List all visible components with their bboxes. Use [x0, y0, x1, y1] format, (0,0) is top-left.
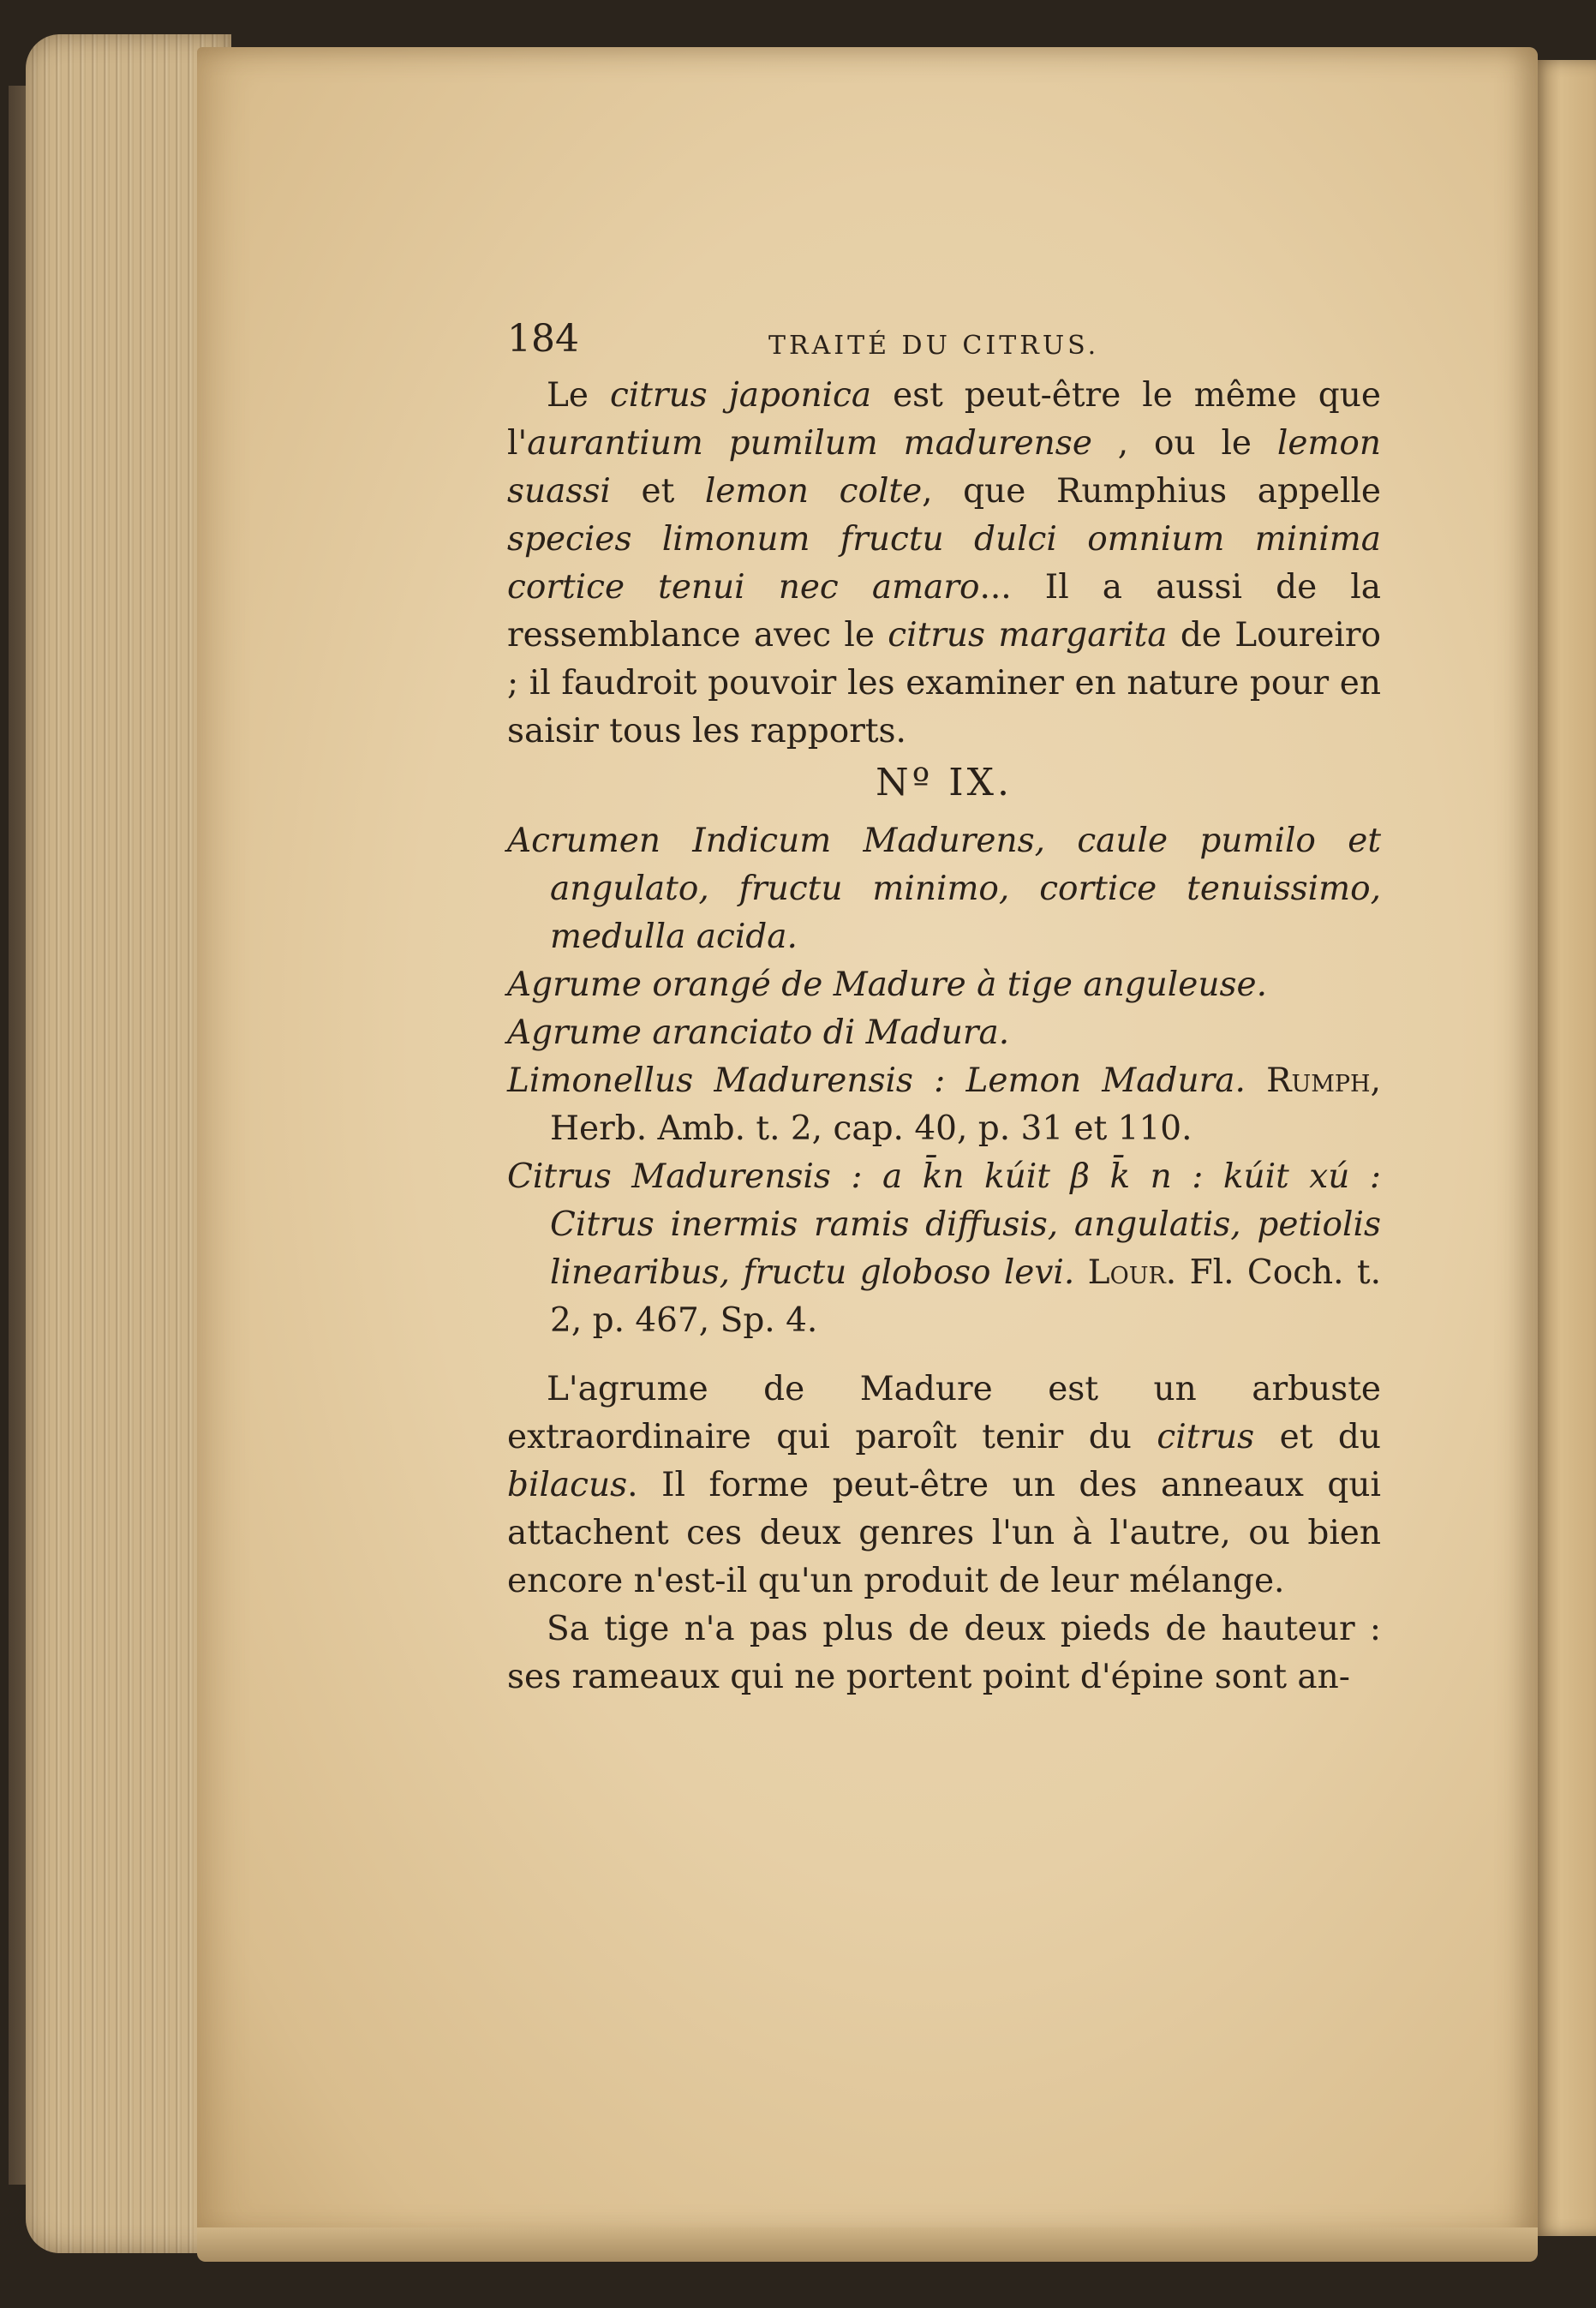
paragraph-1 [507, 372, 1381, 756]
p1-run: citrus margarita [888, 616, 1168, 655]
synonym-entry: Acrumen Indicum Madurens, caule pumilo et angulato, fructu minimo, cortice tenuissimo, medulla acida. [507, 822, 1381, 956]
reference: . Fl. Coch. t. 2, p. 467, Sp. 4. [550, 1253, 1382, 1340]
p1-run: lemon suassi [507, 424, 1382, 511]
p1-run: , ou le [1091, 424, 1277, 463]
p2-run: . Il forme peut-être un des anneaux qui attachent ces deux genres l'un à l'autre, ou bien encore n'est-il qu'un produit de leur mélange. [507, 1466, 1381, 1600]
facing-page [1533, 60, 1596, 2236]
p1-run: Le [547, 376, 610, 415]
paragraph-2 [507, 1366, 1381, 1605]
author-abbrev: Rumph [1266, 1061, 1371, 1100]
p1-run: de Loureiro ; il faudroit pouvoir les examiner en nature pour en saisir tous les rapports. [507, 616, 1382, 750]
p1-run: est peut-être le même que l' [507, 376, 1381, 463]
author-abbrev: Lour [1087, 1253, 1166, 1292]
synonym-entry: Agrume aranciato di Madura. [507, 1013, 1010, 1052]
p1-run: species limonum fructu dulci omnium minima cortice tenui nec amaro [507, 520, 1381, 607]
p1-run: , que Rumphius appelle [922, 472, 1382, 511]
text-block [507, 315, 1381, 1701]
running-head [507, 315, 1381, 367]
synonym-entry: Agrume orangé de Madure à tige anguleuse. [507, 966, 1267, 1004]
page-number: 184 [507, 317, 579, 361]
running-title: TRAITÉ DU CITRUS. [768, 331, 1100, 361]
p2-run: citrus [1157, 1418, 1255, 1456]
section-heading: Nº IX. [876, 761, 1013, 804]
p2-run: et du [1254, 1418, 1381, 1456]
synonym-entry: Citrus Madurensis : a k̄n kúit β k̄ n : kúit xú : Citrus inermis ramis diffusis, angulatis, petiolis linearibus, fructu globoso levi. Lour. Fl. Coch. t. 2, p. 467, Sp. 4. [507, 1157, 1382, 1340]
p1-run: citrus japonica [609, 376, 872, 415]
p2-run: bilacus [507, 1466, 628, 1504]
reference: , Herb. Amb. t. 2, cap. 40, p. 31 et 110. [550, 1061, 1381, 1148]
synonym-entry: Limonellus Madurensis : Lemon Madura. Rumph, Herb. Amb. t. 2, cap. 40, p. 31 et 110. [507, 1061, 1381, 1148]
paragraph-3: Sa tige n'a pas plus de deux pieds de hauteur : ses rameaux qui ne portent point d'épine sont an- [507, 1610, 1381, 1696]
p1-run: et [610, 472, 705, 511]
page-bottom-edge [197, 2227, 1538, 2262]
p1-run: aurantium pumilum madurense [527, 424, 1092, 463]
p2-run: L'agrume de Madure est un arbuste extraordinaire qui paroît tenir du [507, 1370, 1381, 1456]
p1-run: lemon colte [704, 472, 923, 511]
synonym-list [507, 817, 1381, 1345]
p1-run: ... Il a aussi de la ressemblance avec le [507, 568, 1381, 655]
